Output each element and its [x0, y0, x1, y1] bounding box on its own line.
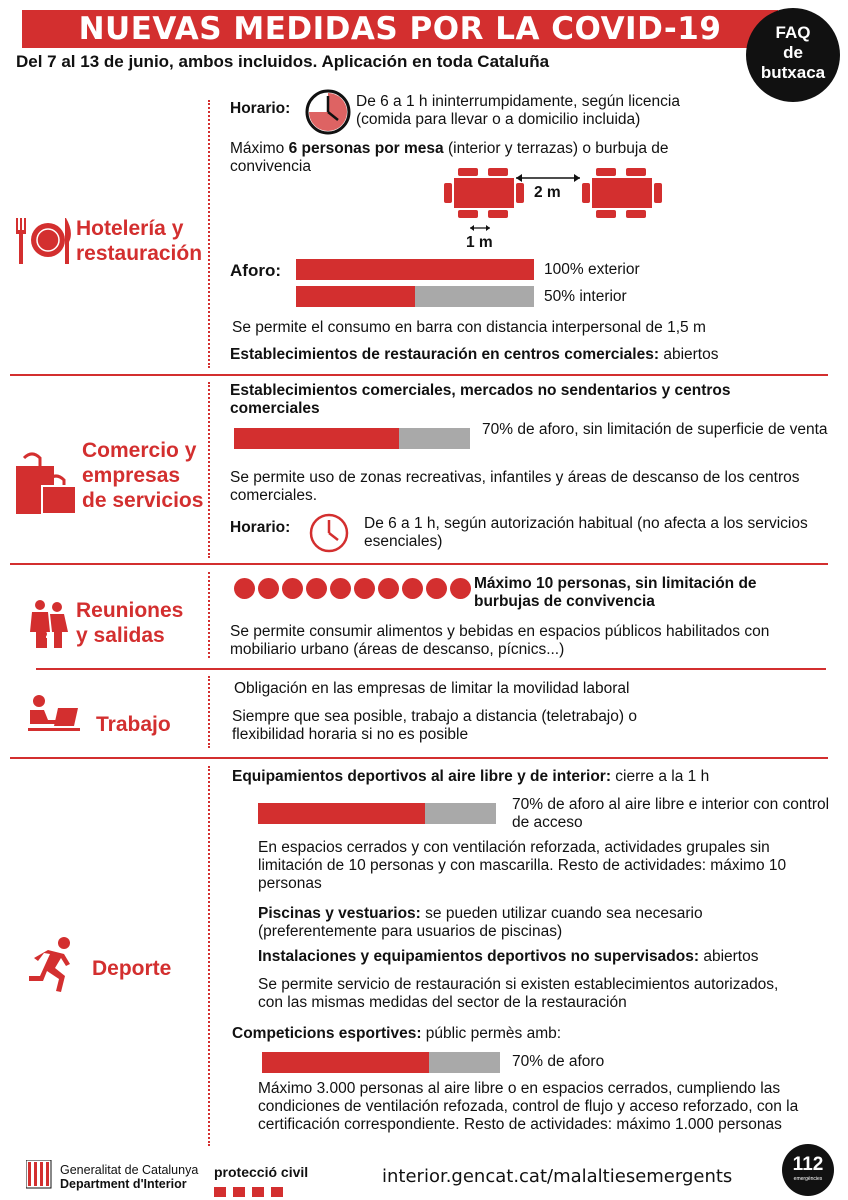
section-title-hosteleria — [76, 216, 202, 266]
deporte-equip-post: cierre a la 1 h — [610, 768, 710, 785]
centros-bold: Establecimientos de restauración en centros comerciales: — [230, 346, 660, 363]
faq-badge[interactable] — [746, 8, 840, 102]
footer-url-link[interactable]: interior.gencat.cat/malaltiesemergents — [382, 1166, 733, 1187]
person-dot — [378, 578, 399, 599]
comercio-title-line2: empresas — [82, 464, 181, 487]
proteccio-civil-logo — [214, 1164, 308, 1200]
section-divider — [10, 374, 828, 376]
gencat-line1: Generalitat de Catalunya — [60, 1163, 199, 1177]
section-divider-dots — [208, 382, 210, 558]
deporte-piscinas-bold: Piscinas y vestuarios: — [258, 905, 421, 922]
reuniones-max-text: Máximo 10 personas, sin limitación de burbujas de convivencia — [474, 575, 757, 610]
comercio-horario-label: Horario: — [230, 519, 291, 536]
aforo-exterior-text: 100% exterior — [544, 261, 640, 278]
deporte-cerrados-text: En espacios cerrados y con ventilación reforzada, actividades grupales sin limitación de 10 personas y con mascarilla. Resto de actividades: máximo 10 personas — [258, 839, 787, 892]
section-divider-dots — [208, 676, 210, 748]
deporte-instal-post: abiertos — [699, 948, 759, 965]
faq-line-2: de — [783, 43, 803, 62]
deporte-piscinas-post: se pueden utilizar cuando sea necesario (preferentemente para usuarios de piscinas) — [258, 905, 703, 940]
section-title-deporte: Deporte — [92, 957, 172, 980]
barra-text: Se permite el consumo en barra con distancia interpersonal de 1,5 m — [232, 319, 706, 336]
centros-post: abiertos — [659, 346, 719, 363]
mesa-bold: 6 personas por mesa — [288, 140, 444, 157]
comercio-zonas-text: Se permite uso de zonas recreativas, infantiles y áreas de descanso de los centros comerciales. — [230, 469, 800, 504]
hosteleria-title-line1: Hotelería y — [76, 217, 184, 240]
distance-chairs-label: 1 m — [466, 234, 493, 251]
comercio-horario-text: De 6 a 1 h, según autorización habitual (no afecta a los servicios esenciales) — [364, 515, 808, 550]
deporte-aforo-text: 70% de aforo al aire libre e interior con control de acceso — [512, 796, 830, 831]
section-divider-dots — [208, 766, 210, 1146]
reuniones-title-line2: y salidas — [76, 624, 165, 647]
faq-line-3: butxaca — [760, 63, 826, 82]
horario-label: Horario: — [230, 100, 291, 117]
reuniones-title-line1: Reuniones — [76, 599, 184, 622]
section-divider-dots — [208, 572, 210, 658]
comercio-aforo-bar — [234, 428, 470, 449]
section-title-comercio — [82, 438, 203, 513]
laptop-worker-icon — [28, 694, 80, 736]
deporte-instal-text — [258, 948, 818, 966]
emergency-label: emergències — [793, 1176, 823, 1182]
aforo-interior-text: 50% interior — [544, 288, 627, 305]
reuniones-consumo-text: Se permite consumir alimentos y bebidas en espacios públicos habilitados con mobiliario urbano (áreas de descanso, pícnics...) — [230, 623, 770, 658]
proteccio-text: protecció civil — [214, 1164, 309, 1180]
deporte-equip-bold: Equipamientos deportivos al aire libre y de interior: — [232, 768, 611, 785]
trabajo-line1: Obligación en las empresas de limitar la movilidad laboral — [234, 680, 630, 697]
deporte-compet-bold: Competicions esportives: — [232, 1025, 422, 1042]
deporte-piscinas-text — [258, 905, 778, 941]
horario-text: De 6 a 1 h ininterrumpidamente, según licencia (comida para llevar o a domicilio incluida) — [356, 93, 680, 128]
aforo-exterior-bar — [296, 259, 534, 280]
family-icon — [30, 598, 70, 650]
emergency-number: 112 — [792, 1154, 824, 1175]
person-dot — [282, 578, 303, 599]
deporte-compet-post: públic permès amb: — [421, 1025, 562, 1042]
comercio-heading: Establecimientos comerciales, mercados no sendentarios y centros comerciales — [230, 382, 731, 417]
clock-outline-icon — [308, 512, 350, 554]
clock-icon — [304, 88, 352, 136]
deporte-compet-aforo-text: 70% de aforo — [512, 1053, 605, 1070]
gencat-text — [60, 1163, 198, 1191]
faq-line-1: FAQ — [775, 23, 811, 42]
mesa-post: (interior y terrazas) o burbuja de convivencia — [230, 140, 669, 175]
distance-tables-label: 2 m — [534, 184, 561, 201]
emergency-112-badge — [782, 1144, 834, 1196]
person-dot — [234, 578, 255, 599]
proteccio-squares — [214, 1184, 308, 1200]
mesa-pre: Máximo — [230, 140, 289, 157]
section-title-reuniones — [76, 598, 183, 648]
person-dot — [306, 578, 327, 599]
person-dot — [258, 578, 279, 599]
shopping-bags-icon — [14, 452, 78, 516]
trabajo-line2: Siempre que sea posible, trabajo a distancia (teletrabajo) o flexibilidad horaria si no es posible — [232, 708, 637, 743]
deporte-restauracion-text: Se permite servicio de restauración si existen establecimientos autorizados, con las mismas medidas del sector de la restauración — [258, 976, 779, 1011]
comercio-title-line1: Comercio y — [82, 439, 197, 462]
person-dot — [354, 578, 375, 599]
aforo-interior-bar — [296, 286, 534, 307]
hosteleria-title-line2: restauración — [76, 242, 203, 265]
deporte-aforo-bar — [258, 803, 496, 824]
gencat-line2: Department d'Interior — [60, 1177, 187, 1191]
deporte-compet-text — [232, 1025, 561, 1043]
person-dot — [450, 578, 471, 599]
plate-cutlery-icon — [14, 214, 74, 266]
section-divider — [10, 757, 828, 759]
deporte-compet-bar — [262, 1052, 500, 1073]
section-divider-dots — [208, 100, 210, 368]
section-divider — [36, 668, 826, 670]
section-divider — [10, 563, 828, 565]
section-title-trabajo: Trabajo — [96, 713, 171, 736]
deporte-maximo-text: Máximo 3.000 personas al aire libre o en espacios cerrados, cumpliendo las condiciones de ventilación refozada, control de flujo y acceso reforzado, con la certificación correspondiente. Resto de actividades: máximo 1.000 personas — [258, 1080, 799, 1133]
centros-text — [230, 346, 718, 364]
person-dot — [330, 578, 351, 599]
page-title: NUEVAS MEDIDAS POR LA COVID-19 — [22, 10, 778, 48]
deporte-instal-bold: Instalaciones y equipamientos deportivos no supervisados: — [258, 948, 700, 965]
deporte-equip-text — [232, 768, 709, 786]
aforo-label: Aforo: — [230, 261, 281, 280]
runner-icon — [26, 936, 78, 992]
person-dot — [426, 578, 447, 599]
page-subtitle: Del 7 al 13 de junio, ambos incluidos. Aplicación en toda Cataluña — [16, 52, 550, 71]
comercio-title-line3: de servicios — [82, 489, 204, 512]
person-dot — [402, 578, 423, 599]
comercio-aforo-text: 70% de aforo, sin limitación de superficie de venta — [482, 421, 828, 438]
gencat-logo — [26, 1160, 54, 1190]
